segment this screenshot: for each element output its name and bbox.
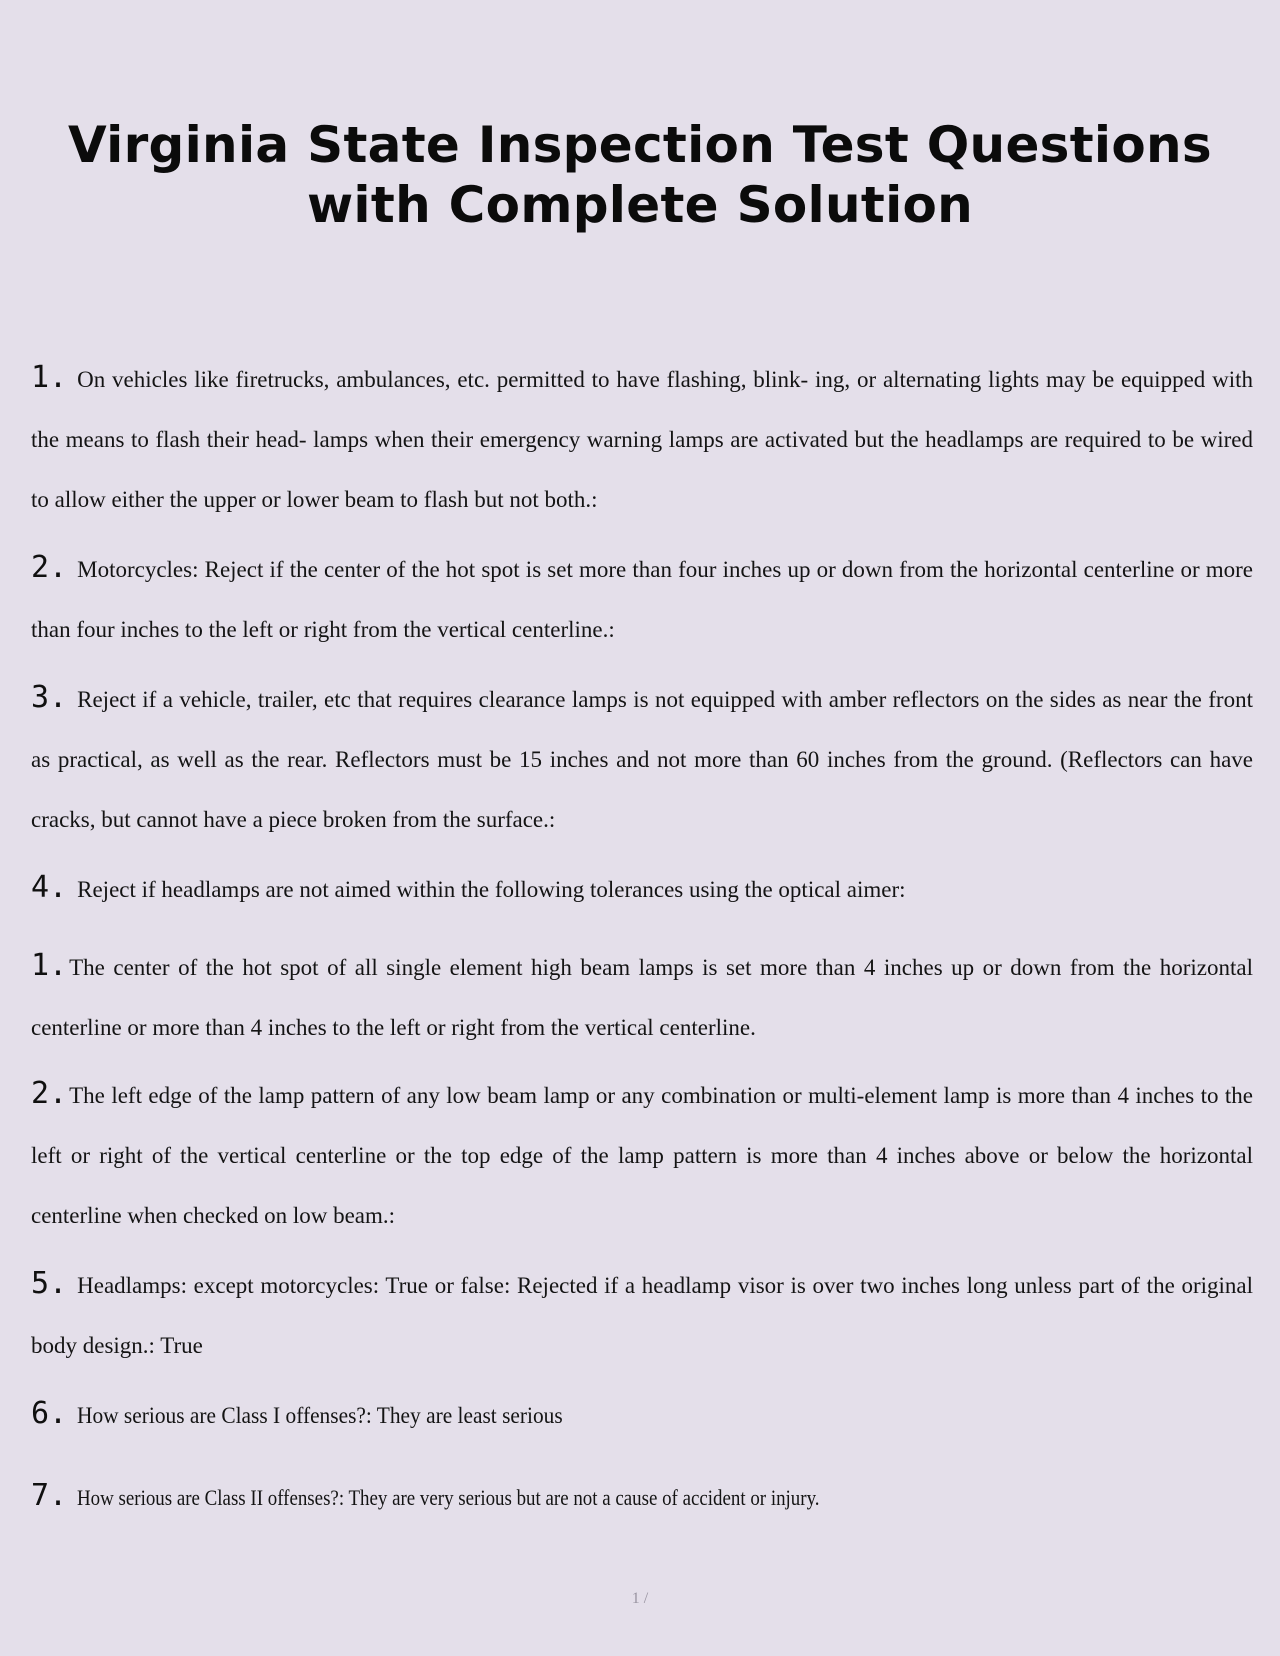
question-number: 5. — [31, 1266, 68, 1301]
title-line-1: Virginia State Inspection Test Questions — [68, 116, 1212, 174]
question-2 — [31, 538, 1253, 660]
question-text: How serious are Class I offenses?: They are least serious — [77, 1403, 563, 1428]
question-4 — [31, 858, 1253, 920]
sub-item-number: 1. — [31, 948, 68, 983]
question-text: Motorcycles: Reject if the center of the hot spot is set more than four inches up or down from the horizontal centerline or more than four inches to the left or right from the vertical centerline.: — [31, 557, 1253, 642]
question-6 — [31, 1384, 1253, 1446]
question-text: Reject if a vehicle, trailer, etc that requires clearance lamps is not equipped with amber reflectors on the sides as near the front as practical, as well as the rear. Reflectors must be 15 inches and not more than 60 inches from the ground. (Reflectors can have cracks, but cannot have a piece broken from the surface.: — [31, 687, 1253, 832]
question-5 — [31, 1254, 1253, 1376]
sub-item-1 — [31, 936, 1253, 1058]
question-number: 4. — [31, 870, 68, 905]
question-text: Reject if headlamps are not aimed within the following tolerances using the optical aimer: — [77, 877, 906, 902]
sub-item-text: The left edge of the lamp pattern of any low beam lamp or any combination or multi-element lamp is more than 4 inches to the left or right of the vertical centerline or the top edge of the lamp pattern is more than 4 inches above or below the horizontal centerline when checked on low beam.: — [31, 1083, 1253, 1228]
question-number: 3. — [31, 680, 68, 715]
question-number: 1. — [31, 360, 68, 395]
question-number: 7. — [31, 1478, 68, 1513]
page-number: 1 / — [631, 1590, 649, 1607]
sub-item-number: 2. — [31, 1076, 68, 1111]
question-text: On vehicles like firetrucks, ambulances, etc. permitted to have flashing, blink- ing, or alternating lights may be equipped with the means to flash their head- lamps when their emergency warning lamps are activated but the headlamps are required to be wired to allow either the upper or lower beam to flash but not both.: — [31, 367, 1253, 512]
sub-item-text: The center of the hot spot of all single element high beam lamps is set more than 4 inches up or down from the horizontal centerline or more than 4 inches to the left or right from the vertical centerline. — [31, 955, 1253, 1040]
question-number: 6. — [31, 1396, 68, 1431]
title-line-2: with Complete Solution — [306, 176, 974, 234]
question-text: How serious are Class II offenses?: They are very serious but are not a cause of accident or injury. — [77, 1485, 820, 1510]
question-number: 2. — [31, 550, 68, 585]
question-1 — [31, 348, 1253, 530]
sub-item-2 — [31, 1064, 1253, 1246]
question-text: Headlamps: except motorcycles: True or false: Rejected if a headlamp visor is over two inches long unless part of the original body design.: True — [31, 1273, 1253, 1358]
question-7 — [31, 1466, 1253, 1528]
question-3 — [31, 668, 1253, 850]
document-title — [0, 115, 1280, 235]
